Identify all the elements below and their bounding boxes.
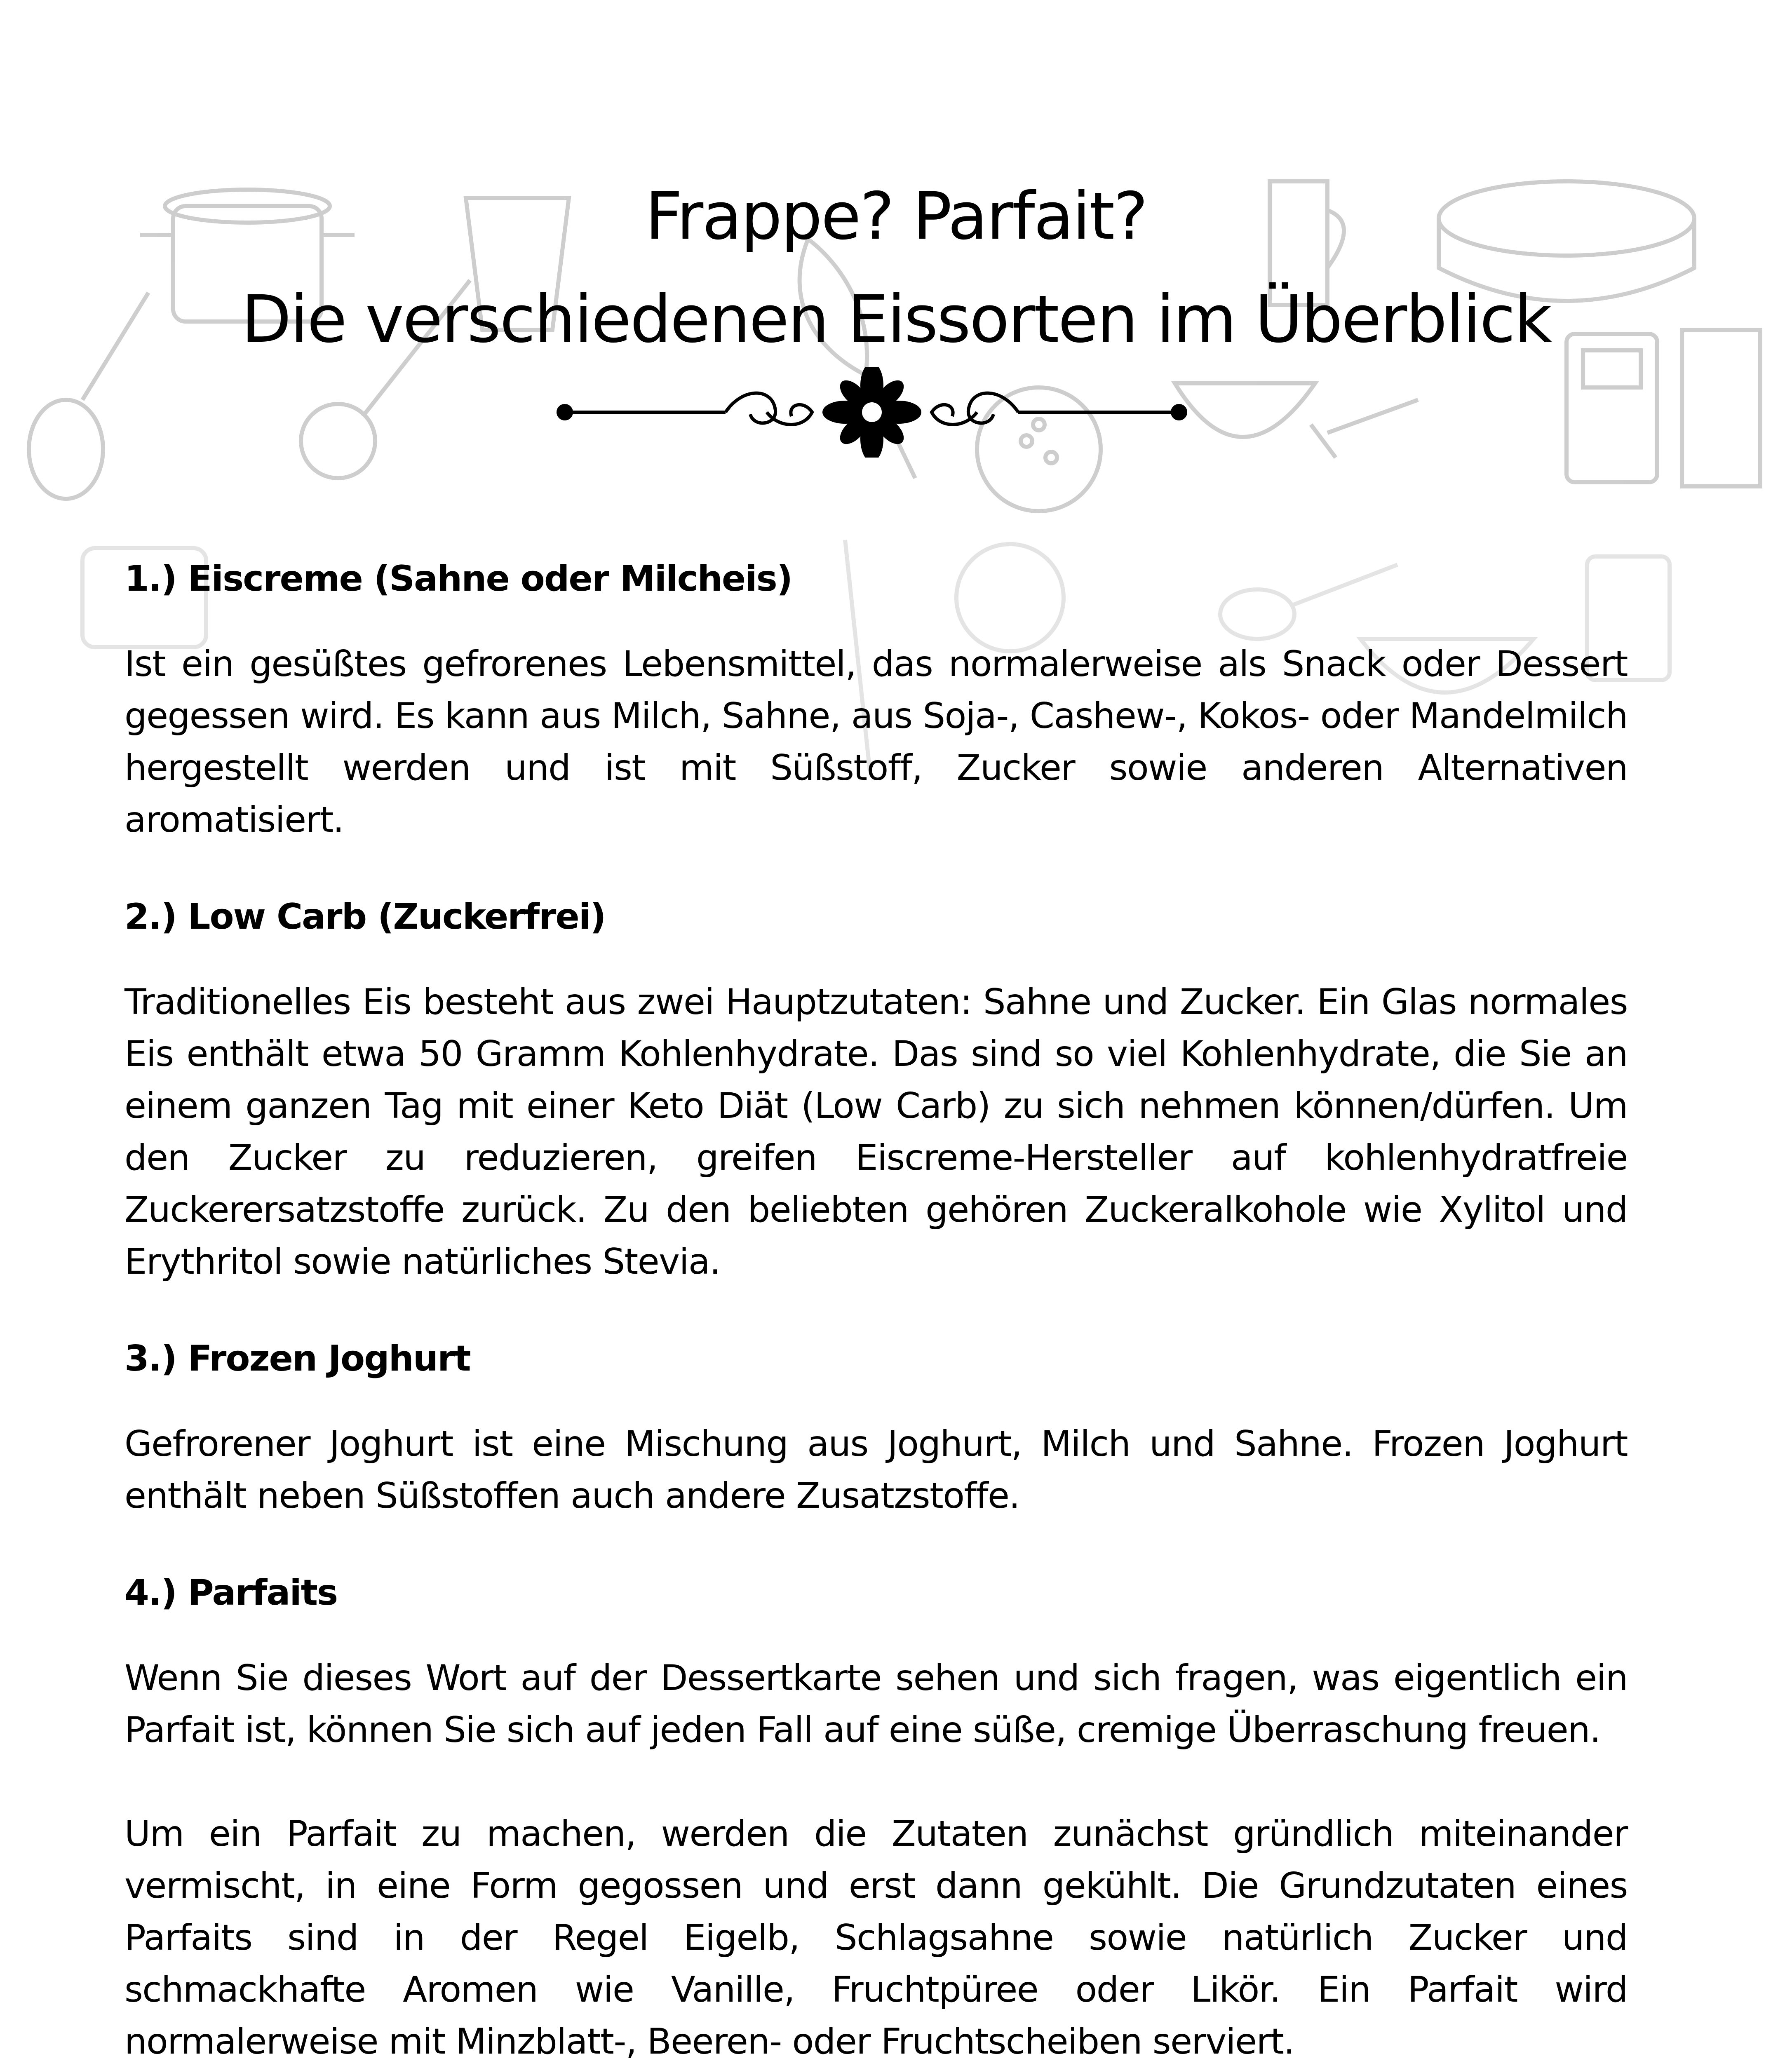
paragraph-eiscreme: Ist ein gesüßtes gefrorenes Lebensmittel, das normalerweise als Snack oder Dessert gegessen wird. Es kann aus Milch, Sahne, aus Soja-, Cashew-, Kokos- oder Mandelmilch hergestellt werden und ist mit Süßstoff, Zucker sowie anderen Alternativen aromatisiert. <box>124 643 1628 840</box>
paragraph-low-carb: Traditionelles Eis besteht aus zwei Hauptzutaten: Sahne und Zucker. Ein Glas normales Eis enthält etwa 50 Gramm Kohlenhydrate. Das sind so viel Kohlenhydrate, die Sie an einem ganzen Tag mit einer Keto Diät (Low Carb) zu sich nehmen können/dürfen. Um den Zucker zu reduzieren, greifen Eiscreme-Hersteller auf kohlenhydratfreie Zuckerersatzstoffe zurück. Zu den beliebten gehören Zuckeralkohole wie Xylitol und Erythritol sowie natürliches Stevia. <box>124 981 1628 1282</box>
paragraph-parfaits-intro: Wenn Sie dieses Wort auf der Dessertkarte sehen und sich fragen, was eigentlich ein Parfait ist, können Sie sich auf jeden Fall auf eine süße, cremige Überraschung freuen. <box>124 1657 1628 1751</box>
paragraph-frozen-joghurt: Gefrorener Joghurt ist eine Mischung aus Joghurt, Milch und Sahne. Frozen Joghurt enthält neben Süßstoffen auch andere Zusatzstoffe. <box>124 1423 1628 1516</box>
paragraph-parfaits-preparation: Um ein Parfait zu machen, werden die Zutaten zunächst gründlich miteinander vermischt, in eine Form gegossen und erst dann gekühlt. Die Grundzutaten eines Parfaits sind in der Regel Eigelb, Schlagsahne sowie natürlich Zucker und schmackhafte Aromen wie Vanille, Fruchtpüree oder Likör. Ein Parfait wird normalerweise mit Minzblatt-, Beeren- oder Fruchtscheiben serviert. <box>124 1813 1628 2061</box>
page-title <box>0 165 1792 371</box>
section-heading-parfaits: 4.) Parfaits <box>124 1572 338 1613</box>
title-line-2: Die verschiedenen Eissorten im Überblick <box>241 282 1551 357</box>
section-heading-eiscreme: 1.) Eiscreme (Sahne oder Milcheis) <box>124 558 792 599</box>
bowl-icon <box>1175 383 1315 437</box>
section-heading-low-carb: 2.) Low Carb (Zuckerfrei) <box>124 896 606 937</box>
section-heading-frozen-joghurt: 3.) Frozen Joghurt <box>124 1338 470 1379</box>
flourish-divider-icon <box>552 367 1191 458</box>
article-body <box>124 552 1628 2061</box>
title-line-1: Frappe? Parfait? <box>645 178 1147 254</box>
spatula-icon <box>1311 400 1418 458</box>
